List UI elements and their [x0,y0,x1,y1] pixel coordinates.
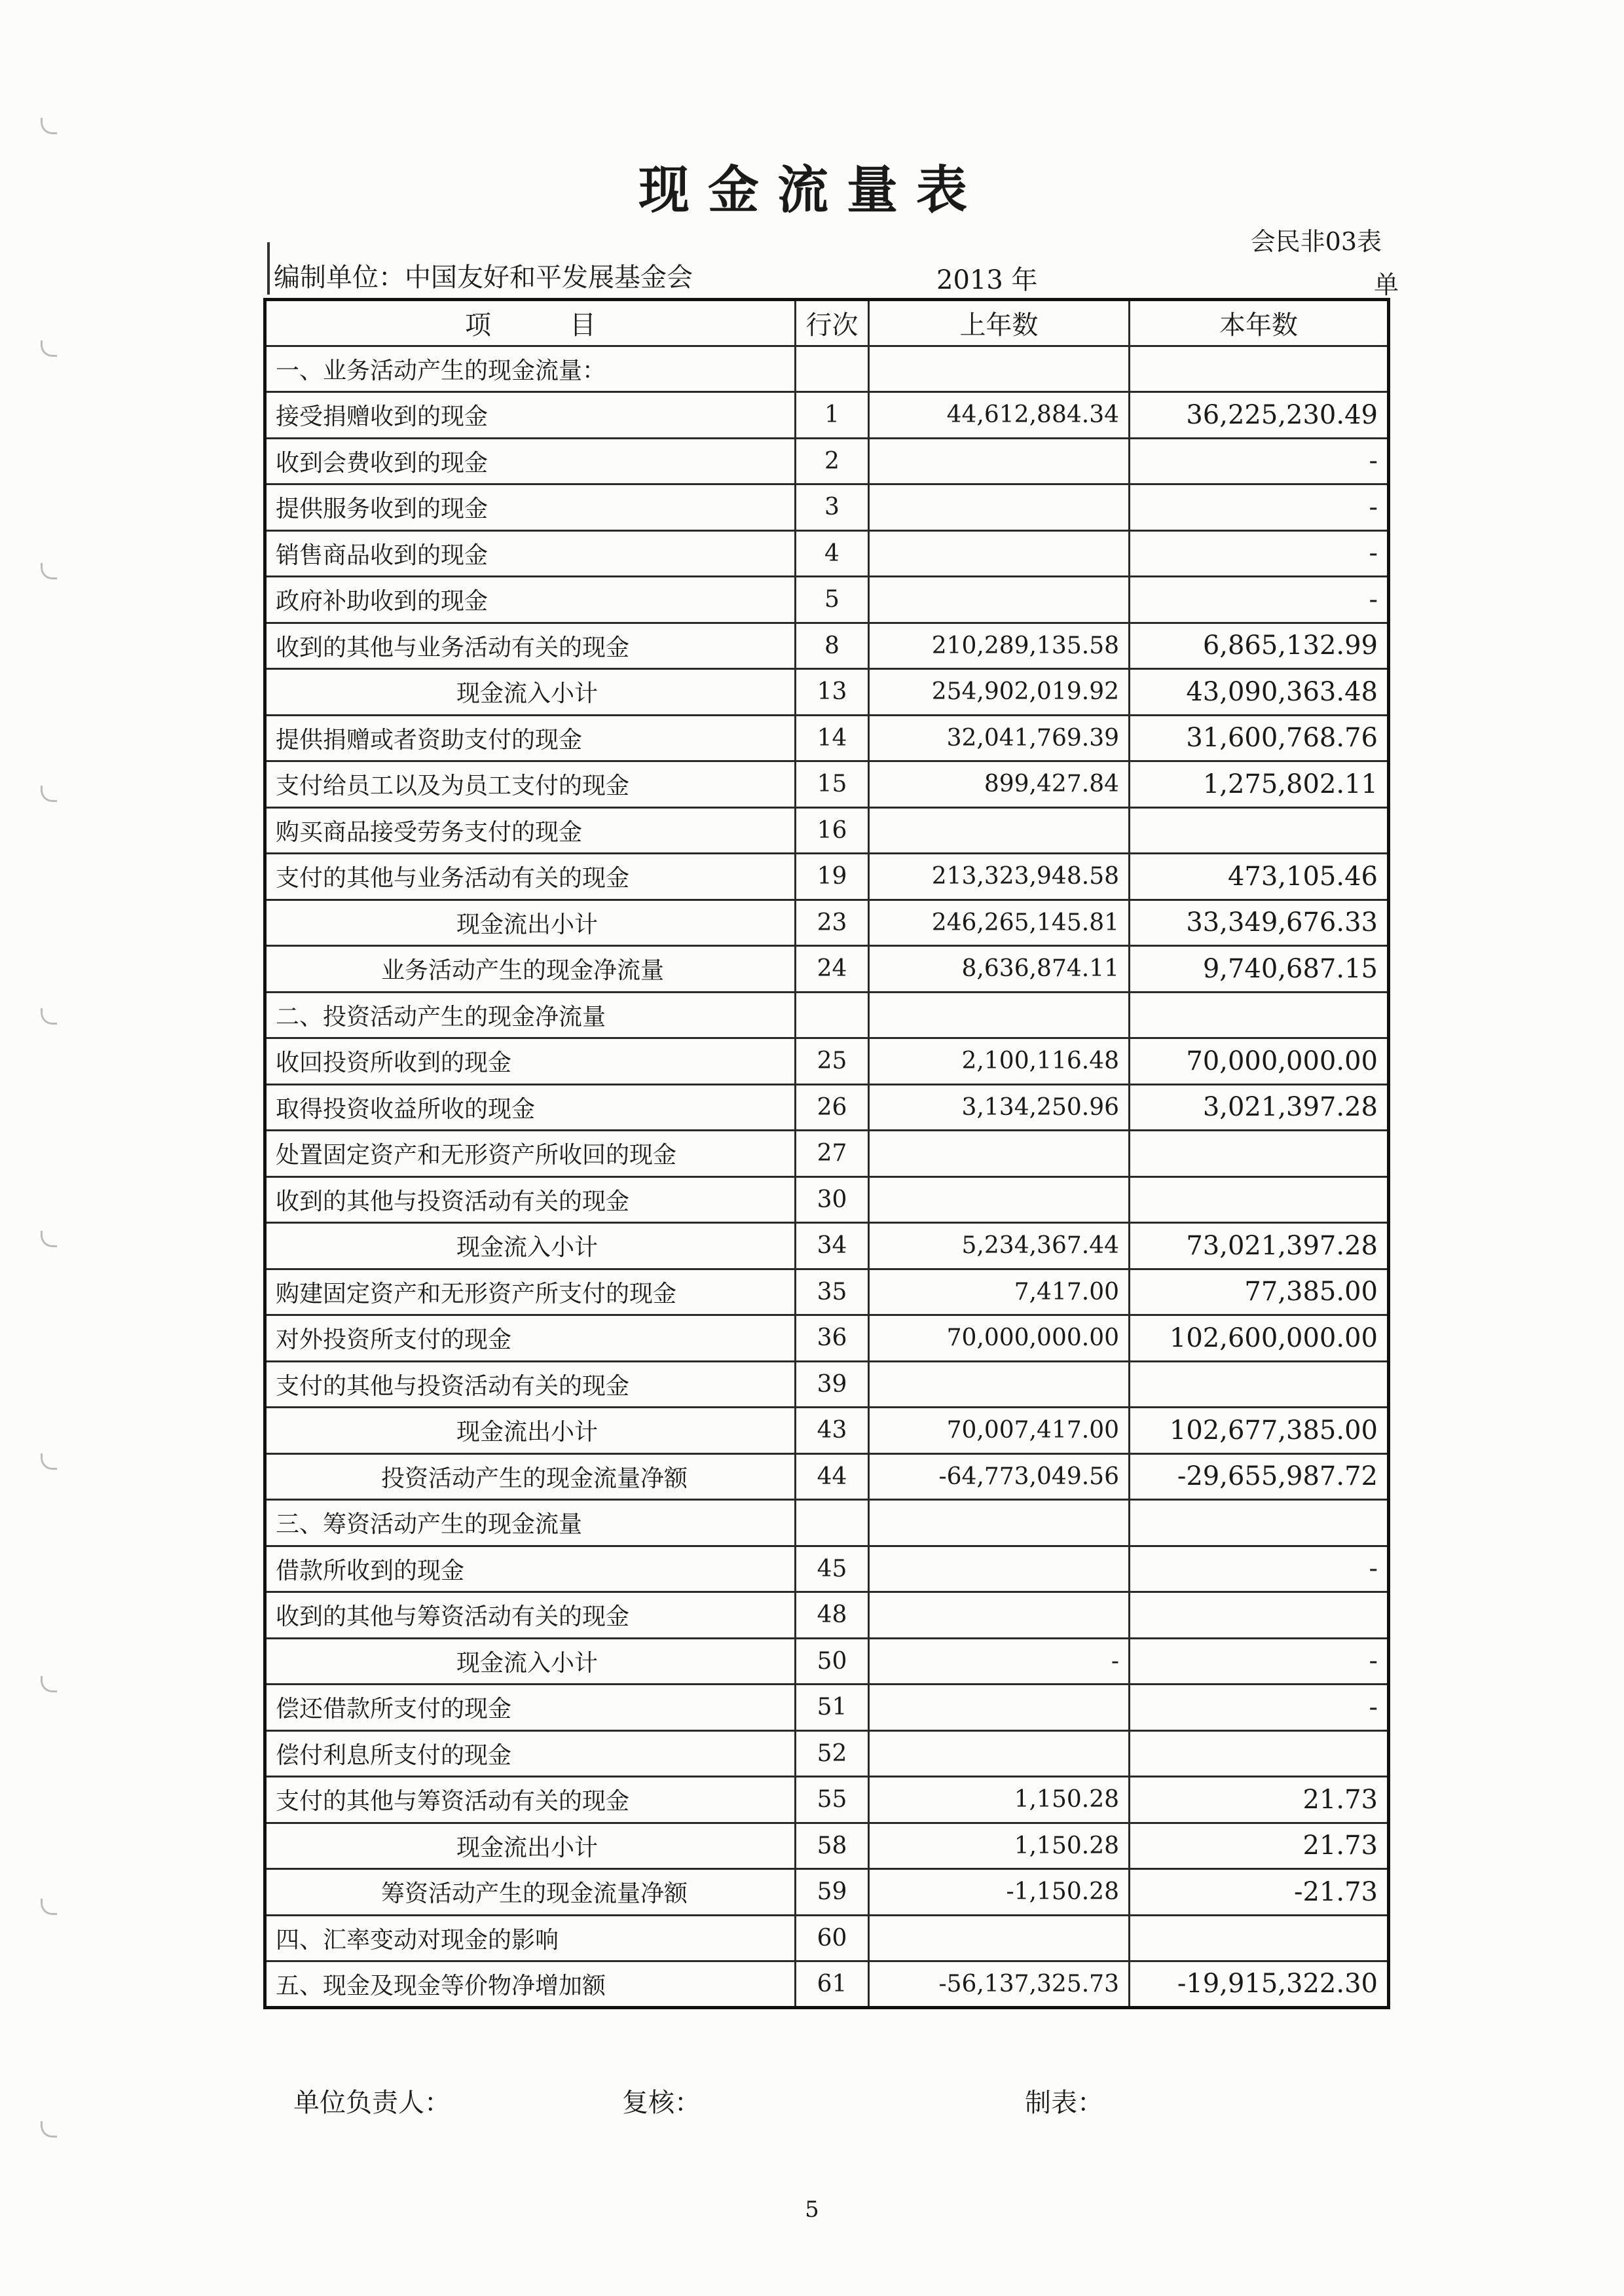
cash-flow-table [263,298,1390,2009]
row-item: 政府补助收到的现金 [265,577,796,623]
row-prev-year-value: 5,234,367.44 [869,1223,1130,1269]
row-current-year-value [1130,1730,1389,1777]
row-current-year-value: - [1130,1638,1389,1685]
table-row [265,1961,1389,2008]
binder-hole [41,1899,57,1915]
row-line-number: 19 [796,854,869,900]
row-current-year-value: 70,000,000.00 [1130,1038,1389,1085]
table-row [265,946,1389,993]
row-prev-year-value [869,438,1130,484]
row-current-year-value: - [1130,577,1389,623]
footer-maker: 制表： [1025,2088,1103,2118]
row-prev-year-value: 70,000,000.00 [869,1315,1130,1362]
row-line-number: 48 [796,1592,869,1639]
row-prev-year-value [869,1176,1130,1223]
row-prev-year-value: 1,150.28 [869,1777,1130,1823]
table-row [265,992,1389,1038]
row-line-number: 34 [796,1223,869,1269]
row-current-year-value: 102,600,000.00 [1130,1315,1389,1362]
row-prev-year-value [869,346,1130,392]
row-prev-year-value [869,1500,1130,1546]
row-prev-year-value: -64,773,049.56 [869,1453,1130,1500]
row-prev-year-value [869,530,1130,577]
row-item: 现金流出小计 [265,1823,796,1869]
form-code: 会民非03表 [1250,227,1382,256]
row-item: 现金流入小计 [265,1223,796,1269]
row-line-number: 43 [796,1408,869,1454]
row-current-year-value: 21.73 [1130,1823,1389,1869]
row-prev-year-value [869,1915,1130,1961]
binder-hole [41,1676,57,1692]
row-item: 销售商品收到的现金 [265,530,796,577]
row-item: 收回投资所收到的现金 [265,1038,796,1085]
table-row [265,392,1389,439]
row-item: 收到的其他与业务活动有关的现金 [265,623,796,669]
row-line-number: 3 [796,484,869,531]
row-current-year-value: -29,655,987.72 [1130,1453,1389,1500]
row-item: 收到的其他与投资活动有关的现金 [265,1176,796,1223]
row-item: 取得投资收益所收的现金 [265,1084,796,1131]
row-current-year-value: 6,865,132.99 [1130,623,1389,669]
row-item: 支付给员工以及为员工支付的现金 [265,761,796,808]
table-row [265,530,1389,577]
row-current-year-value: -19,915,322.30 [1130,1961,1389,2008]
row-line-number: 50 [796,1638,869,1685]
row-line-number: 1 [796,392,869,439]
row-prev-year-value: -1,150.28 [869,1869,1130,1916]
row-current-year-value [1130,1592,1389,1639]
row-prev-year-value [869,992,1130,1038]
table-row [265,1315,1389,1362]
row-item: 支付的其他与投资活动有关的现金 [265,1361,796,1408]
row-line-number [796,1500,869,1546]
row-prev-year-value: 899,427.84 [869,761,1130,808]
row-item: 处置固定资产和无形资产所收回的现金 [265,1131,796,1177]
header-line: 行次 [796,300,869,346]
table-row [265,1269,1389,1315]
row-current-year-value [1130,1500,1389,1546]
table-row [265,1453,1389,1500]
row-line-number: 14 [796,715,869,761]
row-current-year-value: 36,225,230.49 [1130,392,1389,439]
row-line-number: 45 [796,1546,869,1592]
row-current-year-value: 1,275,802.11 [1130,761,1389,808]
reporting-unit: 编制单位：中国友好和平发展基金会 [274,263,693,293]
row-current-year-value: - [1130,530,1389,577]
table-row [265,1361,1389,1408]
row-line-number: 15 [796,761,869,808]
row-current-year-value: - [1130,484,1389,531]
table-row [265,854,1389,900]
row-line-number: 36 [796,1315,869,1362]
row-line-number: 39 [796,1361,869,1408]
binder-hole [41,2121,57,2138]
row-prev-year-value [869,1730,1130,1777]
row-line-number: 55 [796,1777,869,1823]
row-line-number: 24 [796,946,869,993]
row-prev-year-value: 246,265,145.81 [869,900,1130,946]
row-prev-year-value [869,1131,1130,1177]
row-current-year-value: 3,021,397.28 [1130,1084,1389,1131]
table-row [265,1869,1389,1916]
row-line-number: 60 [796,1915,869,1961]
row-item: 二、投资活动产生的现金净流量 [265,992,796,1038]
row-item: 偿付利息所支付的现金 [265,1730,796,1777]
binder-hole [41,1453,57,1470]
row-item: 支付的其他与筹资活动有关的现金 [265,1777,796,1823]
row-item: 接受捐赠收到的现金 [265,392,796,439]
row-line-number: 23 [796,900,869,946]
footer-review: 复核： [622,2088,701,2118]
header-divider [267,242,270,295]
row-current-year-value [1130,992,1389,1038]
table-row [265,1038,1389,1085]
row-current-year-value: 102,677,385.00 [1130,1408,1389,1454]
table-row [265,1915,1389,1961]
unit-suffix: 单 [1374,270,1399,299]
row-line-number: 8 [796,623,869,669]
table-row [265,1730,1389,1777]
row-prev-year-value [869,1685,1130,1731]
row-item: 五、现金及现金等价物净增加额 [265,1961,796,2008]
row-line-number [796,346,869,392]
table-row [265,346,1389,392]
row-item: 现金流出小计 [265,900,796,946]
row-current-year-value: - [1130,1685,1389,1731]
row-prev-year-value [869,1546,1130,1592]
row-current-year-value: - [1130,1546,1389,1592]
row-line-number: 61 [796,1961,869,2008]
row-line-number: 25 [796,1038,869,1085]
row-item: 投资活动产生的现金流量净额 [265,1453,796,1500]
row-current-year-value [1130,807,1389,854]
row-item: 一、业务活动产生的现金流量： [265,346,796,392]
row-current-year-value: 33,349,676.33 [1130,900,1389,946]
row-item: 借款所收到的现金 [265,1546,796,1592]
row-prev-year-value: -56,137,325.73 [869,1961,1130,2008]
binder-hole [41,563,57,579]
table-row [265,807,1389,854]
row-current-year-value [1130,1176,1389,1223]
row-line-number: 13 [796,669,869,716]
table-row [265,1408,1389,1454]
row-line-number: 58 [796,1823,869,1869]
row-line-number: 51 [796,1685,869,1731]
row-prev-year-value: 3,134,250.96 [869,1084,1130,1131]
table-row [265,1084,1389,1131]
binder-hole [41,786,57,802]
table-row [265,623,1389,669]
row-prev-year-value: 8,636,874.11 [869,946,1130,993]
row-line-number: 16 [796,807,869,854]
row-item: 购建固定资产和无形资产所支付的现金 [265,1269,796,1315]
row-line-number: 2 [796,438,869,484]
row-current-year-value: 77,385.00 [1130,1269,1389,1315]
row-current-year-value: 43,090,363.48 [1130,669,1389,716]
row-line-number: 52 [796,1730,869,1777]
binder-hole [41,1008,57,1025]
row-prev-year-value: - [869,1638,1130,1685]
row-item: 四、汇率变动对现金的影响 [265,1915,796,1961]
row-current-year-value: 73,021,397.28 [1130,1223,1389,1269]
table-row [265,1685,1389,1731]
row-line-number: 4 [796,530,869,577]
table-row [265,1823,1389,1869]
row-current-year-value [1130,1361,1389,1408]
table-row [265,484,1389,531]
row-current-year-value [1130,346,1389,392]
row-current-year-value: 31,600,768.76 [1130,715,1389,761]
row-current-year-value [1130,1131,1389,1177]
row-prev-year-value: 44,612,884.34 [869,392,1130,439]
row-current-year-value: -21.73 [1130,1869,1389,1916]
row-item: 现金流出小计 [265,1408,796,1454]
table-row [265,1131,1389,1177]
row-current-year-value: 473,105.46 [1130,854,1389,900]
row-item: 现金流入小计 [265,1638,796,1685]
row-prev-year-value [869,1361,1130,1408]
row-current-year-value: 21.73 [1130,1777,1389,1823]
row-prev-year-value [869,484,1130,531]
row-item: 购买商品接受劳务支付的现金 [265,807,796,854]
row-item: 偿还借款所支付的现金 [265,1685,796,1731]
row-line-number: 35 [796,1269,869,1315]
row-item: 对外投资所支付的现金 [265,1315,796,1362]
table-row [265,1223,1389,1269]
report-year: 2013 年 [936,265,1038,295]
row-line-number: 26 [796,1084,869,1131]
table-row [265,1592,1389,1639]
header-prev-year: 上年数 [869,300,1130,346]
row-current-year-value: - [1130,438,1389,484]
header-current-year: 本年数 [1130,300,1389,346]
row-current-year-value: 9,740,687.15 [1130,946,1389,993]
row-item: 收到的其他与筹资活动有关的现金 [265,1592,796,1639]
row-current-year-value [1130,1915,1389,1961]
binder-hole [41,1231,57,1247]
row-item: 提供捐赠或者资助支付的现金 [265,715,796,761]
page-title: 现金流量表 [638,160,986,220]
table-row [265,761,1389,808]
page-number: 5 [805,2196,819,2223]
row-prev-year-value: 210,289,135.58 [869,623,1130,669]
row-prev-year-value: 1,150.28 [869,1823,1130,1869]
table-row [265,1546,1389,1592]
binder-hole [41,340,57,357]
row-prev-year-value: 7,417.00 [869,1269,1130,1315]
table-header-row [265,300,1389,346]
row-prev-year-value: 213,323,948.58 [869,854,1130,900]
row-prev-year-value: 254,902,019.92 [869,669,1130,716]
row-item: 提供服务收到的现金 [265,484,796,531]
row-line-number [796,992,869,1038]
table-row [265,1176,1389,1223]
row-item: 现金流入小计 [265,669,796,716]
table-row [265,1500,1389,1546]
row-item: 支付的其他与业务活动有关的现金 [265,854,796,900]
row-item: 筹资活动产生的现金流量净额 [265,1869,796,1916]
row-prev-year-value: 2,100,116.48 [869,1038,1130,1085]
header-item: 项 目 [265,300,796,346]
row-item: 三、筹资活动产生的现金流量 [265,1500,796,1546]
row-line-number: 59 [796,1869,869,1916]
table-row [265,577,1389,623]
row-line-number: 30 [796,1176,869,1223]
footer-responsible: 单位负责人： [293,2088,451,2118]
table-row [265,1777,1389,1823]
row-line-number: 44 [796,1453,869,1500]
row-line-number: 27 [796,1131,869,1177]
row-prev-year-value [869,577,1130,623]
table-row [265,669,1389,716]
row-prev-year-value: 70,007,417.00 [869,1408,1130,1454]
binder-hole [41,118,57,134]
row-item: 业务活动产生的现金净流量 [265,946,796,993]
table-row [265,1638,1389,1685]
table-row [265,715,1389,761]
row-item: 收到会费收到的现金 [265,438,796,484]
row-line-number: 5 [796,577,869,623]
table-row [265,438,1389,484]
row-prev-year-value [869,807,1130,854]
table-row [265,900,1389,946]
row-prev-year-value [869,1592,1130,1639]
row-prev-year-value: 32,041,769.39 [869,715,1130,761]
